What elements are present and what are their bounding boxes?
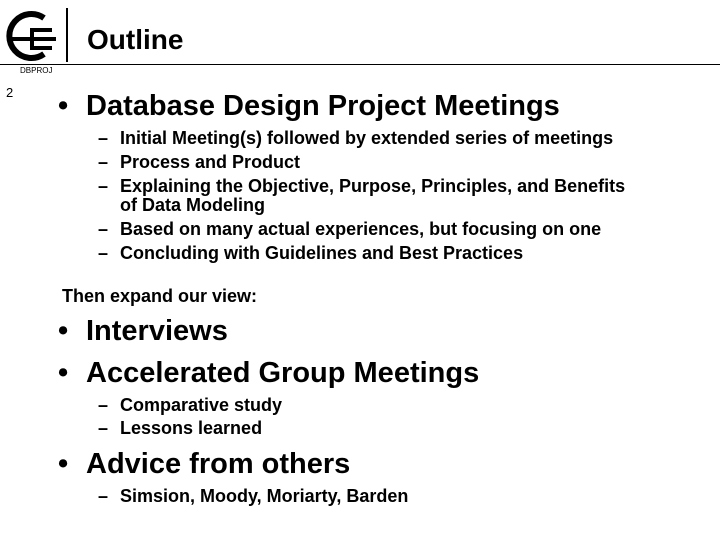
company-logo (4, 10, 62, 62)
bullet-text: Accelerated Group Meetings (86, 357, 480, 389)
bullet-text: Database Design Project Meetings (86, 90, 560, 122)
intro-text: Then expand our view: (62, 286, 258, 306)
dash-icon: – (98, 152, 109, 172)
bullet-icon: • (58, 315, 69, 347)
sub-bullet-text: Based on many actual experiences, but focusing on one (120, 219, 602, 239)
bullet-icon: • (58, 448, 69, 480)
sub-bullet-text: Concluding with Guidelines and Best Practices (120, 243, 524, 263)
dash-icon: – (98, 418, 109, 438)
sub-bullet-text: Explaining the Objective, Purpose, Principles, and Benefits (120, 176, 626, 196)
slide-number: 2 (6, 85, 14, 100)
bullet-icon: • (58, 357, 69, 389)
dash-icon: – (98, 395, 109, 415)
page-title: Outline (87, 24, 184, 55)
sub-bullet-text: of Data Modeling (120, 195, 265, 215)
sub-bullet-text: Process and Product (120, 152, 301, 172)
sub-bullet-text: Comparative study (120, 395, 283, 415)
dash-icon: – (98, 219, 109, 239)
sub-bullet-text: Initial Meeting(s) followed by extended series of meetings (120, 128, 614, 148)
dash-icon: – (98, 243, 109, 263)
bullet-icon: • (58, 90, 69, 122)
bullet-text: Advice from others (86, 448, 351, 480)
course-code: DBPROJ (20, 66, 53, 75)
sub-bullet-text: Lessons learned (120, 418, 263, 438)
sub-bullet-text: Simsion, Moody, Moriarty, Barden (120, 486, 409, 506)
header-rule (0, 64, 720, 65)
dash-icon: – (98, 128, 109, 148)
bullet-text: Interviews (86, 315, 228, 347)
dash-icon: – (98, 486, 109, 506)
title-divider (66, 8, 68, 62)
dash-icon: – (98, 176, 109, 196)
